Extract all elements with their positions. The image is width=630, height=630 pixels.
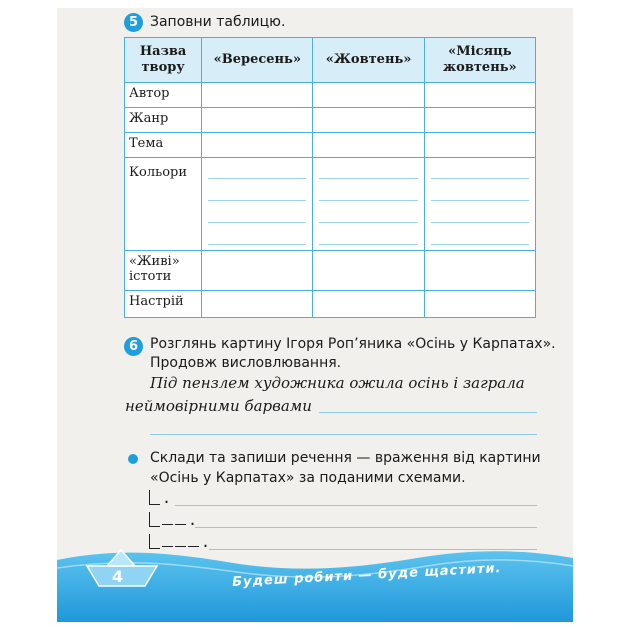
answer-line[interactable] [175,505,537,506]
task-6-prompt-line2: Продовж висловлювання. [150,355,342,371]
bullet-task-line1: Склади та запиши речення — враження від картини [150,450,541,466]
row-label-theme: Тема [125,133,202,158]
table-input-cell[interactable] [424,291,535,318]
table-input-cell[interactable] [424,133,535,158]
table-input-cell[interactable] [313,291,424,318]
answer-line[interactable] [150,434,537,435]
sentence-scheme-1: . [149,489,172,507]
header-cell-misyats-zhovten: «Місяць жовтень» [424,38,535,83]
table-input-cell[interactable] [424,251,535,291]
row-label-living-beings: «Живі» істоти [125,251,202,291]
table-input-cell[interactable] [202,83,313,108]
table-input-cell[interactable] [313,133,424,158]
table-row [125,133,536,158]
bullet-dot [128,454,138,464]
table-input-cell[interactable] [313,83,424,108]
statement-line2: неймовірними барвами [125,397,312,415]
table-row [125,251,536,291]
table-input-cell[interactable] [313,108,424,133]
task-6-number-badge: 6 [124,337,143,356]
table-row [125,291,536,318]
table-input-cell[interactable] [424,108,535,133]
table-row [125,83,536,108]
workbook-page [57,8,573,622]
answer-line[interactable] [319,412,537,413]
table-input-cell[interactable] [424,83,535,108]
table-header-row [125,38,536,83]
row-label-author: Автор [125,83,202,108]
table-input-cell[interactable] [313,251,424,291]
header-cell-title: Назва твору [125,38,202,83]
sentence-scheme-2: . [149,511,198,529]
table-input-cell[interactable] [313,158,424,251]
statement-line1: Під пензлем художника ожила осінь і заграла [150,374,525,392]
page-number: 4 [112,567,124,586]
table-row [125,108,536,133]
table-input-cell[interactable] [202,133,313,158]
table-row [125,158,536,251]
header-cell-zhovten: «Жовтень» [313,38,424,83]
answer-line[interactable] [195,527,537,528]
sentence-scheme-3: . [149,533,211,551]
footer-slogan: Будеш робити — буде щастити. [231,560,502,591]
table-input-cell[interactable] [202,108,313,133]
bullet-task-line2: «Осінь у Карпатах» за поданими схемами. [150,470,466,486]
task-5-prompt: Заповни таблицю. [150,14,286,30]
fill-in-table [124,37,536,318]
header-cell-veresen: «Вересень» [202,38,313,83]
task-5-number-badge: 5 [124,13,143,32]
table-input-cell[interactable] [202,158,313,251]
task-6-prompt-line1: Розглянь картину Ігоря Роп’яника «Осінь у Карпатах». [150,336,556,352]
table-input-cell[interactable] [202,291,313,318]
table-input-cell[interactable] [424,158,535,251]
row-label-colors: Кольори [125,158,202,251]
row-label-mood: Настрій [125,291,202,318]
table-input-cell[interactable] [202,251,313,291]
row-label-genre: Жанр [125,108,202,133]
